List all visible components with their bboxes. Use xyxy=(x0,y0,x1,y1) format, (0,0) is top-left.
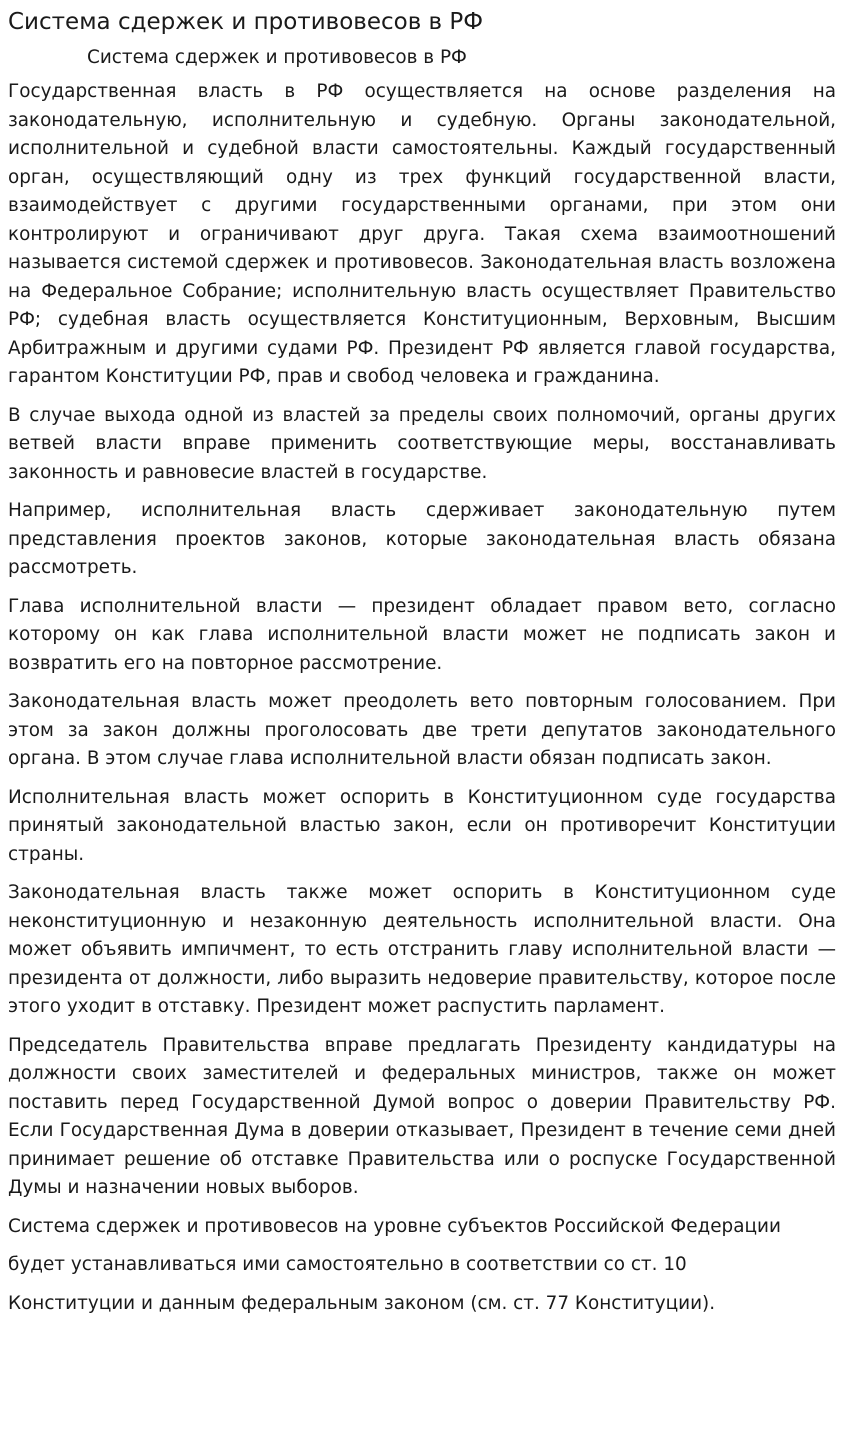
paragraph-separation-of-powers: Государственная власть в РФ осуществляется на основе разделения на законодательную, исполнительную и судебную. Органы законодательной, исполнительной и судебной власти самостоятельны. Каждый государственный орган, осуществляющий одну из трех функций государственной власти, взаимодействует с другими государственными органами, при этом они контролируют и ограничивают друг друга. Такая схема взаимоотношений называется системой сдержек и противовесов. Законодательная власть возложена на Федеральное Собрание; исполнительную власть осуществляет Правительство РФ; судебная власть осуществляется Конституционным, Верховным, Высшим Арбитражным и другими судами РФ. Президент РФ является главой государства, гарантом Конституции РФ, прав и свобод человека и гражданина. xyxy=(8,81,836,387)
paragraph-veto-override: Законодательная власть может преодолеть вето повторным голосованием. При этом за закон должны проголосовать две трети депутатов законодательного органа. В этом случае глава исполнительной власти обязан подписать закон. xyxy=(8,691,836,769)
paragraph-regional-line-3: Конституции и данным федеральным законом (см. ст. 77 Конституции). xyxy=(8,1292,716,1314)
paragraph-impeachment: Законодательная власть также может оспорить в Конституционном суде неконституционную и незаконную деятельность исполнительной власти. Она может объявить импичмент, то есть отстранить главу исполнительной власти — президента от должности, либо выразить недоверие правительству, которое после этого уходит в отставку. Президент может распустить парламент. xyxy=(8,882,836,1017)
paragraph-executive-example: Например, исполнительная власть сдерживает законодательную путем представления проектов законов, которые законодательная власть обязана рассмотреть. xyxy=(8,500,836,578)
document-page xyxy=(8,0,836,1318)
paragraph-veto-right: Глава исполнительной власти — президент обладает правом вето, согласно которому он как глава исполнительной власти может не подписать закон и возвратить его на повторное рассмотрение. xyxy=(8,595,836,674)
document-subtitle: Система сдержек и противовесов в РФ xyxy=(87,47,467,68)
page-title: Система сдержек и противовесов в РФ xyxy=(8,9,484,35)
paragraph-prime-minister: Председатель Правительства вправе предлагать Президенту кандидатуры на должности своих заместителей и федеральных министров, также он может поставить перед Государственной Думой вопрос о доверии Правительству РФ. Если Государственная Дума в доверии отказывает, Президент в течение семи дней принимает решение об отставке Правительства или о роспуске Государственной Думы и назначении новых выборов. xyxy=(8,1034,836,1198)
paragraph-regional-line-2: будет устанавливаться ими самостоятельно в соответствии со ст. 10 xyxy=(8,1254,687,1275)
paragraph-constitutional-challenge: Исполнительная власть может оспорить в Конституционном суде государства принятый законодательной властью закон, если он противоречит Конституции страны. xyxy=(8,786,836,865)
paragraph-regional-line-1: Система сдержек и противовесов на уровне субъектов Российской Федерации xyxy=(8,1215,781,1237)
paragraph-overreach-measures: В случае выхода одной из властей за пределы своих полномочий, органы других ветвей власти вправе применить соответствующие меры, восстанавливать законность и равновесие властей в государстве. xyxy=(8,404,836,483)
